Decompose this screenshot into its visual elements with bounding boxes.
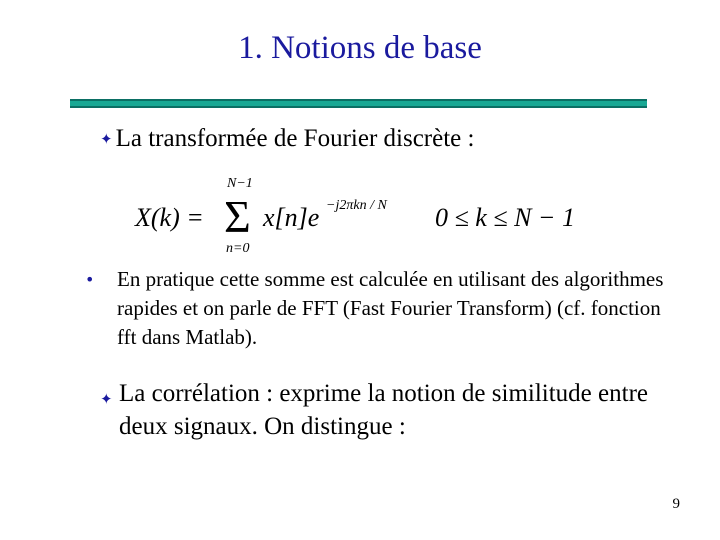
formula-exponent: −j2πkn / N	[326, 198, 387, 213]
bullet-correlation	[100, 377, 690, 443]
formula-lhs: X(k) =	[135, 203, 204, 232]
formula-term: x[n]e	[263, 203, 320, 232]
bullet-dft	[100, 125, 474, 153]
formula-range: 0 ≤ k ≤ N − 1	[435, 203, 575, 232]
sub-bullet-fft-text: En pratique cette somme est calculée en utilisant des algorithmes rapides et on parle de FFT (Fast Fourier Transform) (cf. fonction fft dans Matlab).	[117, 267, 664, 349]
sub-bullet-fft	[85, 265, 665, 352]
formula-sum-lower: n=0	[226, 241, 250, 256]
bullet-dft-text: La transformée de Fourier discrète :	[115, 125, 475, 152]
sigma-icon: Σ	[224, 191, 251, 242]
dft-formula	[130, 176, 600, 256]
bullet-dot-icon: •	[85, 270, 95, 289]
bullet-correlation-text: La corrélation : exprime la notion de similitude entre deux signaux. On distingue :	[119, 380, 648, 440]
page-number: 9	[672, 496, 680, 512]
slide-title: 1. Notions de base	[238, 30, 482, 66]
four-point-star-icon: ✦	[100, 390, 113, 408]
four-point-star-icon: ✦	[100, 130, 113, 148]
formula-sum-upper: N−1	[227, 176, 253, 191]
title-divider	[70, 99, 647, 108]
